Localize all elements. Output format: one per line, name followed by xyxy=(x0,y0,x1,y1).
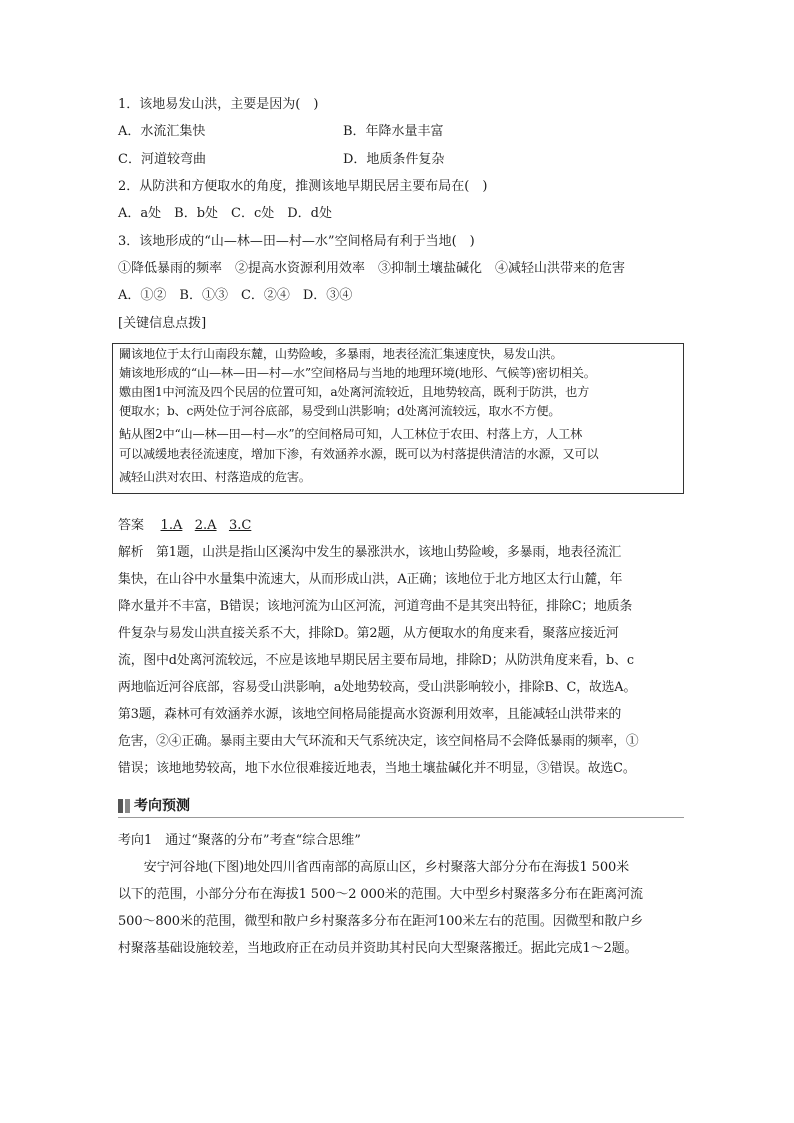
q1-option-c: C．河道较弯曲 xyxy=(118,152,206,167)
key-info-line: 婻该地形成的“山—林—田—村—水”空间格局与当地的地理环境(地形、气候等)密切相关。 xyxy=(119,366,596,380)
analysis-line: 集快，在山谷中水量集中流速大，从而形成山洪，A正确；该地位于北方地区太行山麓，年 xyxy=(118,572,623,587)
section-heading-text: 考向预测 xyxy=(134,798,190,814)
answer-1: 1.A xyxy=(160,518,183,533)
q2-options: A．a处 B．b处 C．c处 D．d处 xyxy=(118,206,332,221)
key-info-line: 嫐由图1中河流及四个民居的位置可知，a处离河流较近，且地势较高，既利于防洪，也方 xyxy=(119,385,590,399)
key-info-line: 便取水；b、c两处位于河谷底部，易受到山洪影响；d处离河流较远，取水不方便。 xyxy=(119,404,561,418)
q3-options: A．①② B．①③ C．②④ D．③④ xyxy=(118,288,353,303)
section-subtitle: 考向1 通过“聚落的分布”考查“综合思维” xyxy=(118,833,361,848)
analysis-line: 第3题，森林可有效涵养水源，该地空间格局能提高水资源利用效率，且能减轻山洪带来的 xyxy=(118,707,622,722)
q1-option-a: A．水流汇集快 xyxy=(118,124,206,139)
analysis-line: 错误；该地地势较高，地下水位很难接近地表，当地土壤盐碱化并不明显，③错误。故选C。 xyxy=(118,761,636,776)
key-info-line: 可以减缓地表径流速度，增加下渗，有效涵养水源，既可以为村落提供清洁的水源，又可以 xyxy=(119,447,599,461)
key-info-box xyxy=(112,343,684,494)
section-paragraph-line: 以下的范围，小部分分布在海拔1 500～2 000米的范围。大中型乡村聚落多分布在距离河流 xyxy=(118,887,643,902)
analysis-line: 流，图中d处离河流较远，不应是该地早期民居主要布局地，排除D；从防洪角度来看，b、c xyxy=(118,653,634,668)
section-paragraph-line: 安宁河谷地(下图)地处四川省西南部的高原山区，乡村聚落大部分分布在海拔1 500米 xyxy=(118,860,630,875)
section-paragraph-line: 村聚落基础设施较差，当地政府正在动员并资助其村民向大型聚落搬迁。据此完成1～2题。 xyxy=(118,941,638,956)
key-info-line: 减轻山洪对农田、村落造成的危害。 xyxy=(119,470,311,484)
analysis-line: 解析 第1题，山洪是指山区溪沟中发生的暴涨洪水，该地山势险峻，多暴雨，地表径流汇 xyxy=(118,545,622,560)
heading-marker-icon xyxy=(125,799,130,813)
key-info-line: 鬫该地位于太行山南段东麓，山势险峻，多暴雨，地表径流汇集速度快，易发山洪。 xyxy=(119,347,563,361)
analysis-line: 两地临近河谷底部，容易受山洪影响，a处地势较高，受山洪影响较小，排除B、C，故选A。 xyxy=(118,680,637,695)
q1-option-d: D．地质条件复杂 xyxy=(343,152,445,167)
analysis-line: 件复杂与易发山洪直接关系不大，排除D。第2题，从方便取水的角度来看，聚落应接近河 xyxy=(118,626,619,641)
q1-option-b: B．年降水量丰富 xyxy=(343,124,444,139)
q3-items: ①降低暴雨的频率 ②提高水资源利用效率 ③抑制土壤盐碱化 ④减轻山洪带来的危害 xyxy=(118,261,626,276)
key-info-line: 鲇从图2中“山—林—田—村—水”的空间格局可知，人工林位于农田、村落上方，人工林 xyxy=(119,427,583,441)
answer-2: 2.A xyxy=(194,518,217,533)
key-info-label: [关键信息点拨] xyxy=(118,316,207,331)
answer-label: 答案 xyxy=(118,518,145,533)
analysis-line: 降水量并不丰富，B错误；该地河流为山区河流，河道弯曲不是其突出特征，排除C；地质条 xyxy=(118,599,633,614)
q1-stem: 1．该地易发山洪，主要是因为( ) xyxy=(118,97,319,112)
answer-line xyxy=(118,516,251,536)
q3-stem: 3．该地形成的“山—林—田—村—水”空间格局有利于当地( ) xyxy=(118,234,475,249)
answer-3: 3.C xyxy=(228,518,252,533)
section-heading xyxy=(118,797,208,815)
section-divider xyxy=(118,817,684,818)
section-paragraph-line: 500～800米的范围，微型和散户乡村聚落多分布在距河100米左右的范围。因微型和散户乡 xyxy=(118,914,644,929)
q2-stem: 2．从防洪和方便取水的角度，推测该地早期民居主要布局在( ) xyxy=(118,179,488,194)
analysis-line: 危害，②④正确。暴雨主要由大气环流和天气系统决定，该空间格局不会降低暴雨的频率，① xyxy=(118,734,639,749)
heading-marker-icon xyxy=(118,799,123,813)
